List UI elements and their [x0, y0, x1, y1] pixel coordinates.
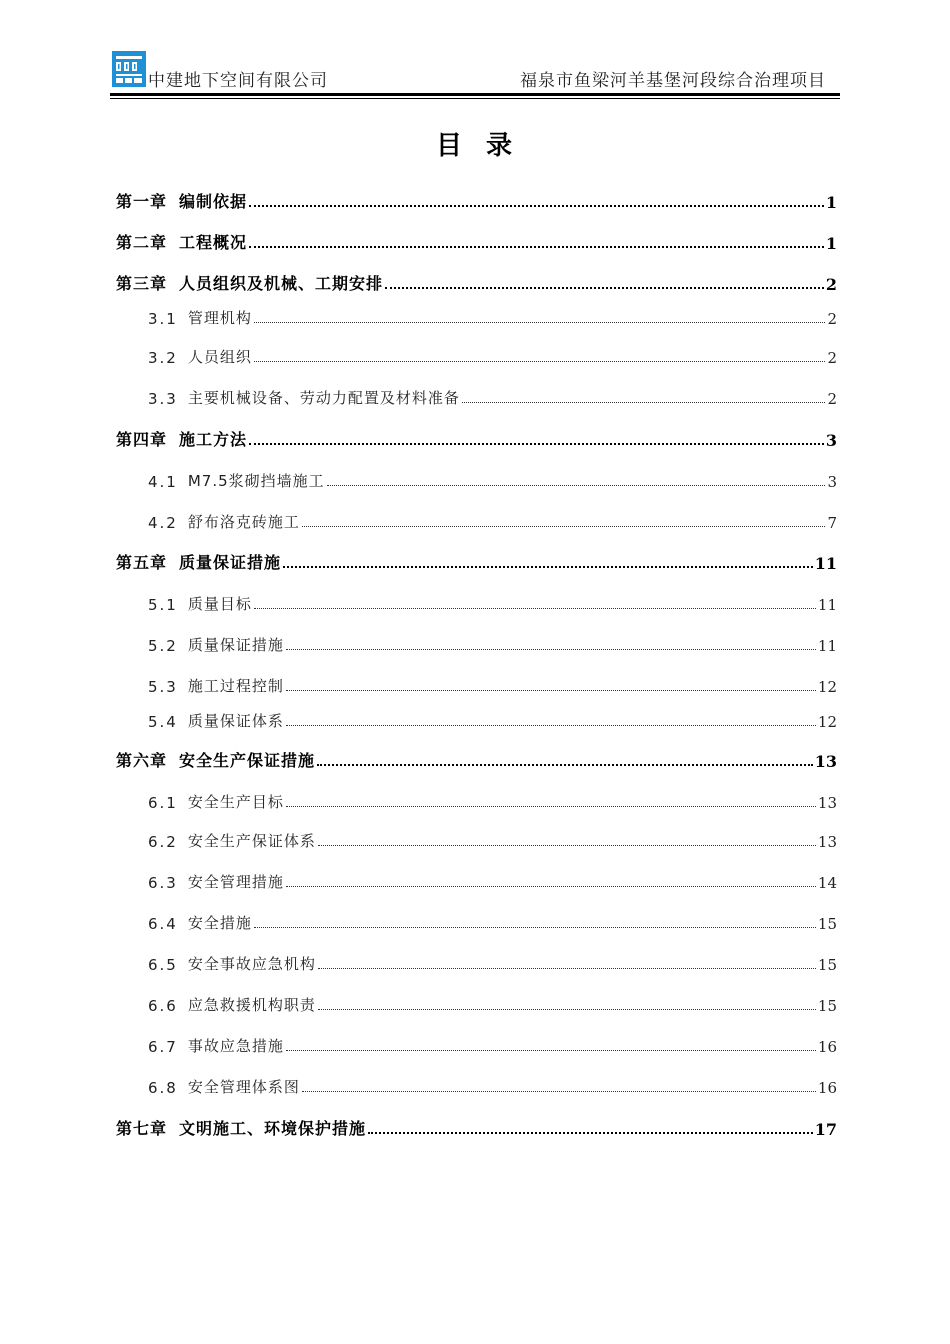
toc-entry[interactable]	[148, 1030, 837, 1056]
toc-dot-leader	[283, 565, 813, 568]
toc-entry-title: 安全生产保证措施	[179, 751, 316, 770]
toc-dot-leader	[254, 926, 816, 928]
toc-entry-title: 安全措施	[187, 914, 252, 932]
toc-dot-leader	[318, 1008, 816, 1010]
toc-entry-title: 质量保证措施	[187, 636, 284, 654]
toc-page-number: 11	[814, 554, 837, 573]
toc-entry[interactable]	[116, 547, 837, 573]
toc-entry-number: 第六章	[116, 751, 168, 770]
toc-page-number: 2	[827, 390, 837, 408]
toc-dot-leader	[254, 607, 816, 609]
toc-page-number: 11	[817, 637, 837, 655]
toc-entry[interactable]	[148, 786, 837, 812]
toc-entry-title: 主要机械设备、劳动力配置及材料准备	[187, 389, 460, 407]
toc-dot-leader	[368, 1131, 813, 1134]
toc-entry-number: 第四章	[116, 430, 168, 449]
toc-entry-number: 4.2	[148, 514, 178, 532]
toc-entry-title: 安全生产保证体系	[187, 832, 316, 850]
toc-page-number: 7	[827, 514, 837, 532]
toc-entry[interactable]	[148, 948, 837, 974]
toc-entry-title: 管理机构	[187, 309, 252, 327]
toc-dot-leader	[318, 844, 816, 846]
toc-entry-number: 6.5	[148, 956, 178, 974]
toc-entry-title: 人员组织及机械、工期安排	[179, 274, 384, 293]
toc-entry-number: 6.2	[148, 833, 178, 851]
toc-dot-leader	[385, 286, 824, 289]
project-name: 福泉市鱼梁河羊基堡河段综合治理项目	[520, 71, 826, 91]
toc-dot-leader	[302, 525, 826, 527]
toc-dot-leader	[462, 401, 826, 403]
toc-entry-title: 安全管理体系图	[187, 1078, 300, 1096]
toc-dot-leader	[249, 245, 824, 248]
toc-entry-number: 4.1	[148, 473, 178, 491]
toc-entry-number: 第三章	[116, 274, 168, 293]
toc-entry[interactable]	[116, 227, 837, 253]
toc-entry-number: 3.2	[148, 349, 178, 367]
toc-entry[interactable]	[116, 186, 837, 212]
toc-entry-number: 6.3	[148, 874, 178, 892]
toc-entry[interactable]	[148, 705, 837, 731]
toc-entry[interactable]	[148, 382, 837, 408]
toc-page-number: 2	[825, 275, 837, 294]
toc-dot-leader	[249, 442, 824, 445]
toc-dot-leader	[318, 967, 816, 969]
toc-page-number: 15	[817, 956, 837, 974]
toc-page-number: 3	[827, 473, 837, 491]
toc-dot-leader	[286, 648, 816, 650]
toc-entry-title: 质量目标	[187, 595, 252, 613]
toc-dot-leader	[254, 321, 826, 323]
toc-entry[interactable]	[148, 1071, 837, 1097]
toc-entry[interactable]	[148, 588, 837, 614]
toc-page-number: 13	[817, 833, 837, 851]
toc-entry-number: 第一章	[116, 192, 168, 211]
toc-entry-number: 6.7	[148, 1038, 178, 1056]
toc-entry[interactable]	[148, 670, 837, 696]
toc-entry-title: 质量保证体系	[187, 712, 284, 730]
toc-entry-number: 第五章	[116, 553, 168, 572]
toc-entry[interactable]	[148, 341, 837, 367]
toc-page-number: 13	[814, 752, 837, 771]
toc-dot-leader	[286, 885, 816, 887]
toc-page-number: 14	[817, 874, 837, 892]
page-title: 目 录	[435, 131, 515, 161]
toc-entry-title: M7.5浆砌挡墙施工	[187, 472, 325, 490]
toc-entry[interactable]	[116, 745, 837, 771]
toc-dot-leader	[327, 484, 826, 486]
toc-page-number: 11	[817, 596, 837, 614]
toc-page-number: 17	[814, 1120, 837, 1139]
toc-page-number: 13	[817, 794, 837, 812]
toc-entry-title: 工程概况	[179, 233, 248, 252]
toc-dot-leader	[286, 1049, 816, 1051]
toc-dot-leader	[249, 204, 824, 207]
toc-page-number: 2	[827, 349, 837, 367]
toc-dot-leader	[286, 689, 816, 691]
toc-entry-number: 3.3	[148, 390, 178, 408]
toc-entry-title: 事故应急措施	[187, 1037, 284, 1055]
toc-entry-title: 应急救援机构职责	[187, 996, 316, 1014]
toc-entry[interactable]	[148, 866, 837, 892]
toc-entry-title: 安全事故应急机构	[187, 955, 316, 973]
toc-dot-leader	[302, 1090, 816, 1092]
toc-entry-number: 6.1	[148, 794, 178, 812]
company-name: 中建地下空间有限公司	[148, 71, 328, 91]
toc-entry[interactable]	[148, 989, 837, 1015]
toc-entry-title: 编制依据	[179, 192, 248, 211]
toc-entry-title: 安全生产目标	[187, 793, 284, 811]
toc-entry-number: 5.2	[148, 637, 178, 655]
toc-entry-number: 5.3	[148, 678, 178, 696]
toc-page-number: 15	[817, 915, 837, 933]
toc-entry[interactable]	[148, 907, 837, 933]
toc-entry-title: 安全管理措施	[187, 873, 284, 891]
toc-entry-number: 5.1	[148, 596, 178, 614]
toc-entry[interactable]	[116, 1113, 837, 1139]
toc-entry-number: 5.4	[148, 713, 178, 731]
toc-entry-title: 舒布洛克砖施工	[187, 513, 300, 531]
toc-entry[interactable]	[148, 506, 837, 532]
toc-page-number: 3	[825, 431, 837, 450]
toc-page-number: 16	[817, 1038, 837, 1056]
toc-dot-leader	[254, 360, 826, 362]
toc-entry-title: 人员组织	[187, 348, 252, 366]
toc-entry-number: 3.1	[148, 310, 178, 328]
toc-entry[interactable]	[116, 424, 837, 450]
toc-entry-title: 质量保证措施	[179, 553, 282, 572]
toc-entry-title: 施工过程控制	[187, 677, 284, 695]
toc-entry-title: 施工方法	[179, 430, 248, 449]
toc-entry-number: 第七章	[116, 1119, 168, 1138]
toc-entry[interactable]	[148, 825, 837, 851]
toc-page-number: 16	[817, 1079, 837, 1097]
toc-page-number: 15	[817, 997, 837, 1015]
toc-page-number: 12	[817, 713, 837, 731]
toc-dot-leader	[286, 724, 816, 726]
toc-entry-number: 6.4	[148, 915, 178, 933]
toc-entry[interactable]	[148, 302, 837, 328]
toc-page-number: 1	[825, 193, 837, 212]
toc-entry-title: 文明施工、环境保护措施	[179, 1119, 367, 1138]
toc-entry[interactable]	[116, 268, 837, 294]
toc-entry-number: 6.6	[148, 997, 178, 1015]
toc-page-number: 12	[817, 678, 837, 696]
toc-dot-leader	[317, 763, 813, 766]
toc-page-number: 1	[825, 234, 837, 253]
toc-entry[interactable]	[148, 629, 837, 655]
toc-entry-number: 6.8	[148, 1079, 178, 1097]
toc-entry-number: 第二章	[116, 233, 168, 252]
toc-dot-leader	[286, 805, 816, 807]
toc-page-number: 2	[827, 310, 837, 328]
toc-entry[interactable]	[148, 465, 837, 491]
